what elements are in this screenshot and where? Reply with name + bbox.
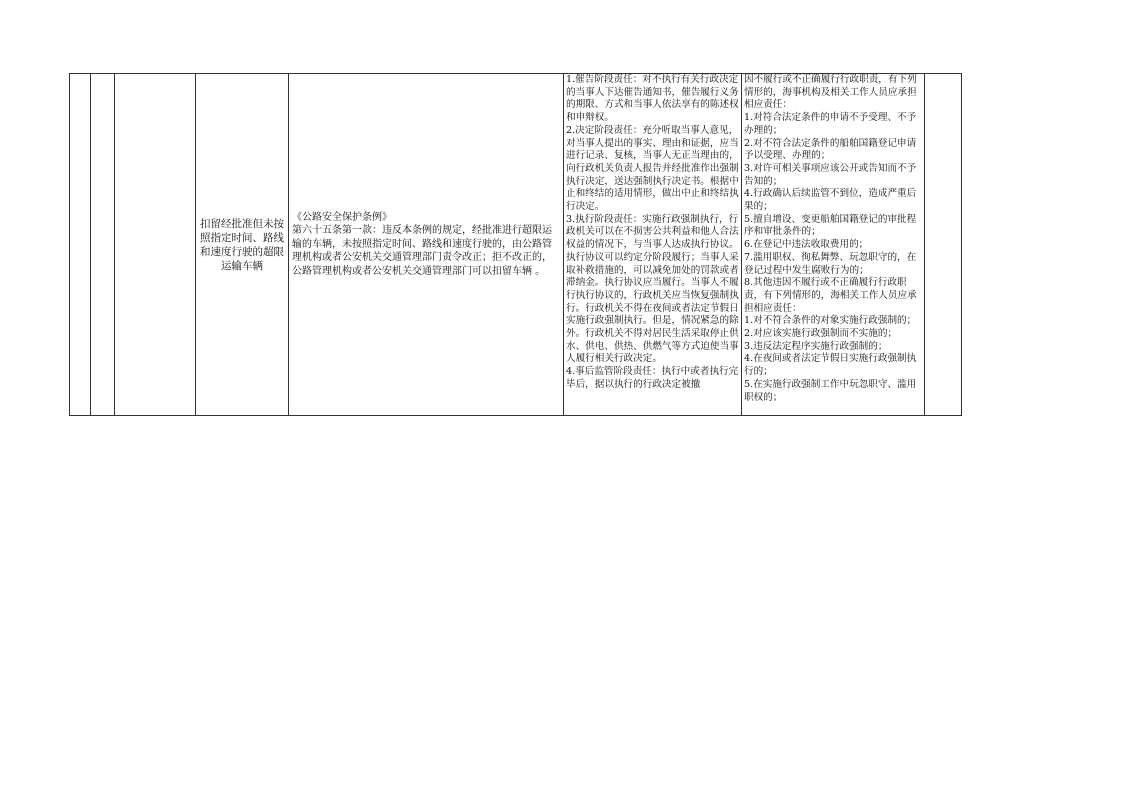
blank-cell-last [925, 74, 962, 416]
responsibility-item: 4.事后监管阶段责任：执行中或者执行完毕后，据以执行的行政决定被撤 [566, 366, 739, 390]
accountability-cell [742, 74, 925, 416]
blank-cell-2 [91, 74, 115, 416]
responsibility-item: 1.催告阶段责任：对不执行有关行政决定的当事人下达催告通知书，催告履行义务的期限、方式和当事人依法享有的陈述权和申辩权。 [566, 74, 739, 124]
accountability-item: 4.在夜间或者法定节假日实施行政强制执行的； [744, 353, 917, 378]
item-name-cell [196, 74, 289, 416]
accountability-item: 3.对许可相关事项应该公开或告知而不予告知的； [744, 162, 917, 187]
accountability-item: 8.其他违因不履行或不正确履行行政职责，有下列情形的，海相关工作人员应承担相应责任： [744, 277, 917, 314]
legal-basis-cell [289, 74, 564, 416]
legal-basis-title: 《公路安全保护条例》 [292, 211, 392, 223]
blank-cell-1 [70, 74, 91, 416]
accountability-item: 2.对不符合法定条件的船舶国籍登记申请予以受理、办理的； [744, 137, 917, 162]
responsibility-cell [564, 74, 742, 416]
accountability-item: 2.对应该实施行政强制而不实施的； [744, 328, 898, 340]
accountability-item: 1.对符合法定条件的申请不予受理、不予办理的； [744, 112, 917, 136]
accountability-item: 5.擅自增设、变更船舶国籍登记的审批程序和审批条件的； [744, 213, 917, 238]
responsibility-item: 2.决定阶段责任：充分听取当事人意见，对当事人提出的事实、理由和证据，应当进行记录、复核，当事人无正当理由的，向行政机关负责人报告并经批准作出强制执行决定，送达强制执行决定书。根据中止和终结的适用情形，做出中止和终结执行决定。 [566, 124, 739, 213]
blank-cell-3 [115, 74, 196, 416]
accountability-item: 6.在登记中违法收取费用的； [744, 239, 869, 251]
accountability-item: 5.在实施行政强制工作中玩忽职守、滥用职权的； [744, 378, 917, 403]
accountability-item: 3.违反法定程序实施行政强制的； [744, 340, 888, 352]
legal-basis-text: 第六十五条第一款：违反本条例的规定，经批准进行超限运输的车辆，未按照指定时间、路线和速度行驶的，由公路管理机构或者公安机关交通管理部门责令改正；拒不改正的，公路管理机构或者公安机关交通管理部门可以扣留车辆 。 [292, 225, 552, 277]
accountability-item: 7.滥用职权、徇私舞弊、玩忽职守的，在登记过程中发生腐败行为的； [744, 251, 917, 276]
accountability-item: 4.行政确认后续监管不到位，造成严重后果的； [744, 188, 917, 213]
responsibility-table [69, 73, 962, 416]
responsibility-item: 3.执行阶段责任：实施行政强制执行，行政机关可以在不损害公共利益和他人合法权益的情况下，与当事人达成执行协议。执行协议可以约定分阶段履行；当事人采取补救措施的，可以减免加处的罚款或者滞纳金。执行协议应当履行。当事人不履行执行协议的，行政机关应当恢复强制执行。行政机关不得在夜间或者法定节假日实施行政强制执行。但是，情况紧急的除外。行政机关不得对居民生活采取停止供水、供电、供热、供燃气等方式迫使当事人履行相关行政决定。 [566, 213, 739, 365]
accountability-item: 因不履行或不正确履行行政职责，有下列情形的，海事机构及相关工作人员应承担相应责任： [744, 74, 917, 111]
table-row [70, 74, 962, 416]
accountability-item: 1.对不符合条件的对象实施行政强制的； [744, 315, 917, 327]
item-name: 扣留经批准但未按照指定时间、路线和速度行驶的超限运输车辆 [200, 217, 284, 272]
